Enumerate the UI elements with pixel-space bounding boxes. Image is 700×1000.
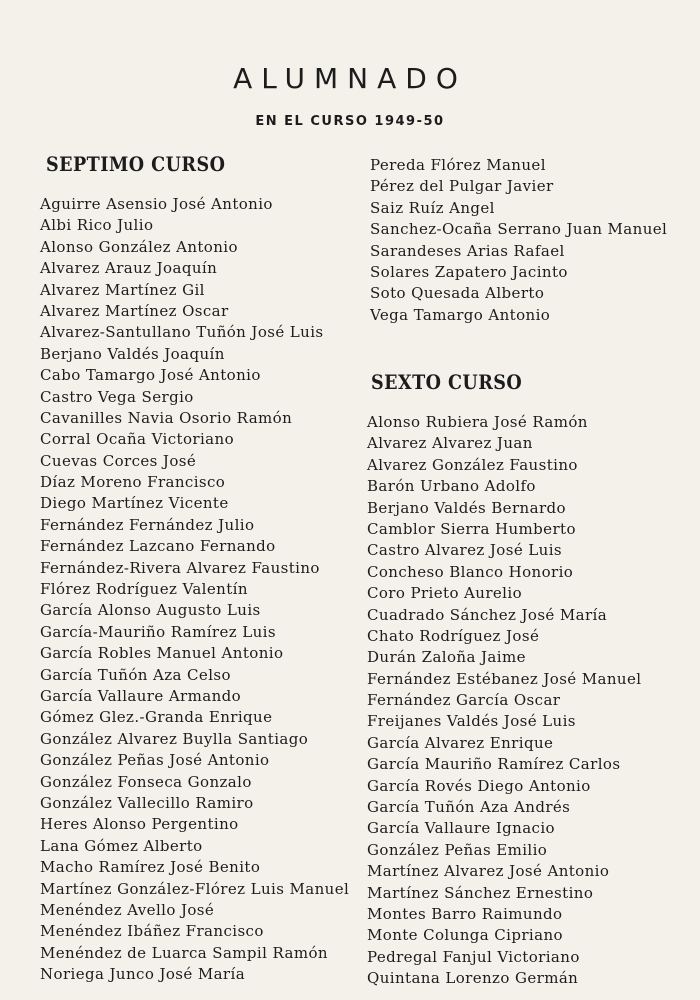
- student-name: González Alvarez Buylla Santiago: [40, 729, 309, 748]
- student-name: Berjano Valdés Bernardo: [367, 498, 566, 517]
- student-name: Alvarez Alvarez Juan: [367, 434, 533, 453]
- sexto-student-list: [367, 412, 641, 990]
- student-name: Cuadrado Sánchez José María: [367, 605, 608, 624]
- student-name: Alonso González Antonio: [40, 237, 238, 256]
- page-subtitle: EN EL CURSO 1949-50: [255, 114, 445, 129]
- student-name: Cavanilles Navia Osorio Ramón: [40, 408, 293, 427]
- student-name: Coro Prieto Aurelio: [367, 584, 523, 603]
- student-name: Alvarez Martínez Oscar: [40, 301, 229, 320]
- student-name: González Vallecillo Ramiro: [40, 793, 254, 812]
- student-name: Pereda Flórez Manuel: [370, 156, 546, 174]
- student-name: García Robles Manuel Antonio: [40, 644, 284, 663]
- student-name: González Peñas José Antonio: [40, 751, 270, 770]
- student-name: Concheso Blanco Honorio: [367, 562, 574, 581]
- student-name: Díaz Moreno Francisco: [40, 473, 226, 492]
- student-name: García Alvarez Enrique: [367, 733, 554, 752]
- student-name: García-Mauriño Ramírez Luis: [40, 622, 276, 641]
- student-name: Fernández Estébanez José Manuel: [367, 669, 642, 688]
- student-name: Martínez González-Flórez Luis Manuel: [40, 879, 350, 898]
- student-name: Barón Urbano Adolfo: [367, 477, 536, 496]
- student-name: García Vallaure Ignacio: [367, 819, 555, 838]
- student-name: Quintana Lorenzo Germán: [367, 969, 579, 988]
- student-name: Noriega Junco José María: [40, 965, 246, 984]
- student-name: Castro Alvarez José Luis: [367, 541, 562, 560]
- student-name: García Vallaure Armando: [40, 686, 242, 705]
- student-name: Lana Gómez Alberto: [40, 836, 203, 855]
- student-name: Menéndez Ibáñez Francisco: [40, 922, 264, 941]
- student-name: García Tuñón Aza Andrés: [367, 798, 571, 817]
- student-name: Saiz Ruíz Angel: [370, 198, 495, 217]
- sexto-heading: SEXTO CURSO: [371, 370, 523, 394]
- student-name: Pedregal Fanjul Victoriano: [367, 947, 580, 966]
- student-name: Cuevas Corces José: [40, 451, 197, 470]
- student-name: Fernández Fernández Julio: [40, 515, 255, 534]
- student-name: Vega Tamargo Antonio: [370, 305, 551, 324]
- student-name: Castro Vega Sergio: [40, 387, 194, 406]
- student-name: Fernández Lazcano Fernando: [40, 537, 276, 556]
- student-name: González Peñas Emilio: [367, 840, 548, 859]
- student-name: Martínez Sánchez Ernestino: [367, 883, 594, 902]
- student-name: Fernández García Oscar: [367, 691, 561, 710]
- student-name: García Rovés Diego Antonio: [367, 776, 591, 795]
- student-name: Diego Martínez Vicente: [40, 494, 229, 513]
- student-name: Solares Zapatero Jacinto: [370, 262, 568, 281]
- student-name: Chato Rodríguez José: [367, 626, 540, 645]
- student-name: Alvarez Martínez Gil: [40, 280, 205, 299]
- student-name: García Mauriño Ramírez Carlos: [367, 755, 621, 774]
- student-name: Flórez Rodríguez Valentín: [40, 580, 248, 599]
- student-name: Corral Ocaña Victoriano: [40, 430, 234, 449]
- student-name: García Alonso Augusto Luis: [40, 601, 261, 620]
- student-name: Macho Ramírez José Benito: [40, 858, 261, 877]
- septimo-heading: SEPTIMO CURSO: [46, 152, 226, 176]
- student-name: Berjano Valdés Joaquín: [40, 344, 225, 363]
- student-name: García Tuñón Aza Celso: [40, 665, 231, 684]
- student-name: Aguirre Asensio José Antonio: [40, 195, 273, 213]
- student-name: Cabo Tamargo José Antonio: [40, 366, 261, 385]
- student-name: Gómez Glez.-Granda Enrique: [40, 708, 273, 727]
- student-name: Sanchez-Ocaña Serrano Juan Manuel: [370, 220, 668, 239]
- student-name: Albi Rico Julio: [40, 216, 154, 235]
- septimo-student-list-continued: [370, 155, 667, 326]
- student-name: Sarandeses Arias Rafael: [370, 241, 565, 260]
- student-name: Alvarez González Faustino: [367, 455, 578, 474]
- student-name: Menéndez de Luarca Sampil Ramón: [40, 943, 328, 962]
- student-name: Alvarez Arauz Joaquín: [40, 259, 218, 278]
- student-name: Fernández-Rivera Alvarez Faustino: [40, 558, 320, 577]
- student-name: Freijanes Valdés José Luis: [367, 712, 576, 731]
- student-name: Heres Alonso Pergentino: [40, 815, 239, 834]
- student-name: González Fonseca Gonzalo: [40, 772, 252, 791]
- student-name: Martínez Alvarez José Antonio: [367, 862, 610, 881]
- page-title: ALUMNADO: [233, 62, 467, 95]
- student-name: Monte Colunga Cipriano: [367, 926, 563, 945]
- student-name: Montes Barro Raimundo: [367, 904, 563, 923]
- student-name: Camblor Sierra Humberto: [367, 519, 576, 538]
- student-name: Soto Quesada Alberto: [370, 284, 545, 303]
- septimo-student-list: [40, 194, 349, 985]
- student-name: Menéndez Avello José: [40, 900, 215, 919]
- student-name: Durán Zaloña Jaime: [367, 648, 526, 667]
- student-name: Pérez del Pulgar Javier: [370, 177, 554, 196]
- student-name: Alvarez-Santullano Tuñón José Luis: [40, 323, 324, 342]
- student-name: Alonso Rubiera José Ramón: [367, 413, 588, 431]
